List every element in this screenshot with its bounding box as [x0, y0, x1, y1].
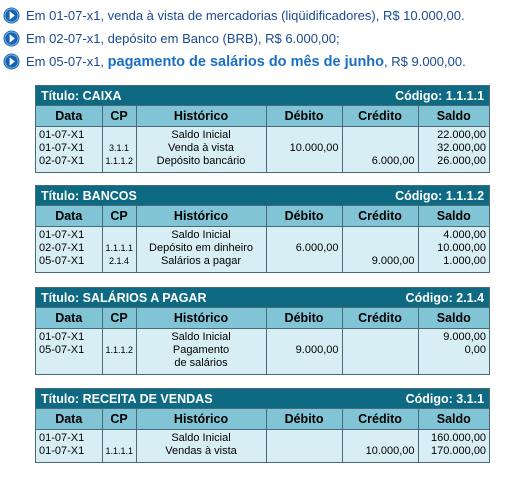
column-data: [36, 329, 102, 375]
column-cp: [102, 227, 136, 273]
column-header-historico: Histórico: [136, 106, 266, 127]
entry-historico: Vendas à vista: [165, 445, 237, 457]
entry-debito: [270, 432, 339, 445]
column-header-historico: Histórico: [136, 308, 266, 329]
entry-historico: Saldo Inicial: [171, 229, 231, 241]
column-data: [36, 127, 102, 173]
column-header-cp: CP: [102, 308, 136, 329]
entry-debito: [270, 155, 339, 168]
entry-saldo: 1.000,00: [443, 255, 487, 267]
entry-cp: 1.1.1.2: [105, 345, 134, 355]
entry-saldo: 10.000,00: [437, 242, 487, 254]
column-credito: [342, 227, 418, 273]
column-header-debito: Débito: [266, 206, 342, 227]
ledger-entries: [36, 227, 489, 273]
entry-credito: [346, 331, 415, 344]
column-header-cp: CP: [102, 409, 136, 430]
ledger-title-bar: [36, 186, 489, 206]
entry-debito: 6.000,00: [295, 242, 339, 254]
ledger-grid: [36, 288, 489, 374]
entry-data: 01-07-X1: [39, 432, 85, 444]
column-debito: [266, 227, 342, 273]
entry-data: 02-07-X1: [39, 242, 85, 254]
entry-cp: [106, 432, 133, 445]
column-saldo: [418, 329, 489, 375]
ledger-grid: [36, 86, 489, 172]
entry-data: 01-07-X1: [39, 129, 85, 141]
transaction-text: Em 05-07-x1, pagamento de salários do mês de junho, R$ 9.000,00.: [26, 53, 466, 70]
entry-cp: [106, 357, 133, 370]
entry-credito: 9.000,00: [371, 255, 415, 267]
ledger-entries: [36, 127, 489, 173]
account-code: Código: 3.1.1: [266, 389, 489, 409]
column-header-credito: Crédito: [342, 206, 418, 227]
column-header-debito: Débito: [266, 106, 342, 127]
transaction-text: Em 02-07-x1, depósito em Banco (BRB), R$ 6.000,00;: [26, 31, 340, 46]
entry-credito: [346, 129, 415, 142]
entry-data: 01-07-X1: [39, 229, 85, 241]
entry-historico: Depósito em dinheiro: [149, 242, 253, 254]
column-saldo: [418, 430, 489, 463]
ledger-table: [35, 388, 490, 463]
entry-cp: 1.1.1.1: [105, 243, 134, 253]
column-saldo: [418, 127, 489, 173]
entry-historico: Pagamento: [172, 344, 230, 356]
account-code: Código: 1.1.1.1: [266, 86, 489, 106]
entry-historico: Salários a pagar: [160, 255, 242, 267]
column-header-data: Data: [36, 106, 102, 127]
entry-cp: 1.1.1.2: [105, 156, 134, 166]
entry-data: [39, 357, 99, 370]
column-header-data: Data: [36, 206, 102, 227]
ledger-grid: [36, 186, 489, 272]
entry-debito: [270, 357, 339, 370]
ledger-title-bar: [36, 86, 489, 106]
column-header-historico: Histórico: [136, 206, 266, 227]
column-credito: [342, 329, 418, 375]
arrow-bullet-icon: [3, 30, 20, 47]
column-header-row: [36, 409, 489, 430]
column-header-debito: Débito: [266, 409, 342, 430]
entry-debito: [270, 445, 339, 458]
entry-saldo: 9.000,00: [443, 331, 487, 343]
account-title: Título: RECEITA DE VENDAS: [36, 389, 266, 409]
transaction-item: [3, 4, 508, 27]
column-header-data: Data: [36, 409, 102, 430]
entry-credito: [346, 432, 415, 445]
entry-cp: [106, 331, 133, 344]
column-debito: [266, 430, 342, 463]
entry-data: 02-07-X1: [39, 155, 85, 167]
column-cp: [102, 329, 136, 375]
column-header-row: [36, 106, 489, 127]
entry-saldo: 0,00: [464, 344, 487, 356]
entry-data: 05-07-X1: [39, 344, 85, 356]
column-credito: [342, 430, 418, 463]
account-code: Código: 2.1.4: [266, 288, 489, 308]
entry-historico: Saldo Inicial: [171, 331, 231, 343]
column-saldo: [418, 227, 489, 273]
arrow-bullet-icon: [3, 7, 20, 24]
entry-data: 01-07-X1: [39, 445, 85, 457]
entry-debito: [270, 129, 339, 142]
column-header-saldo: Saldo: [418, 106, 489, 127]
ledger-title-bar: [36, 288, 489, 308]
account-title: Título: BANCOS: [36, 186, 266, 206]
column-credito: [342, 127, 418, 173]
column-historico: [136, 329, 266, 375]
entry-cp: 2.1.4: [108, 256, 130, 266]
entry-debito: [270, 255, 339, 268]
entry-data: 01-07-X1: [39, 331, 85, 343]
column-header-historico: Histórico: [136, 409, 266, 430]
account-title: Título: CAIXA: [36, 86, 266, 106]
column-header-saldo: Saldo: [418, 409, 489, 430]
column-debito: [266, 329, 342, 375]
ledger-entries: [36, 430, 489, 463]
ledger-grid: [36, 389, 489, 462]
ledger-table: [35, 85, 490, 173]
column-header-credito: Crédito: [342, 409, 418, 430]
column-data: [36, 430, 102, 463]
entry-saldo: [422, 357, 487, 370]
column-header-row: [36, 206, 489, 227]
column-header-saldo: Saldo: [418, 206, 489, 227]
entry-cp: 3.1.1: [108, 143, 130, 153]
entry-historico: Venda à vista: [167, 142, 235, 154]
transaction-list: [3, 4, 508, 73]
entry-credito: [346, 357, 415, 370]
entry-credito: [346, 344, 415, 357]
entry-historico: Saldo Inicial: [171, 432, 231, 444]
entry-historico: Depósito bancário: [156, 155, 246, 167]
entry-cp: [106, 129, 133, 142]
entry-debito: 10.000,00: [289, 142, 339, 154]
entry-credito: [346, 142, 415, 155]
ledger-table: [35, 185, 490, 273]
column-header-row: [36, 308, 489, 329]
entry-cp: [106, 229, 133, 242]
entry-saldo: 26.000,00: [437, 155, 487, 167]
entry-data: 01-07-X1: [39, 142, 85, 154]
ledger-entries: [36, 329, 489, 375]
arrow-bullet-icon: [3, 53, 20, 70]
entry-credito: 6.000,00: [371, 155, 415, 167]
column-debito: [266, 127, 342, 173]
entry-historico: Saldo Inicial: [171, 129, 231, 141]
column-header-credito: Crédito: [342, 106, 418, 127]
column-header-saldo: Saldo: [418, 308, 489, 329]
entry-debito: [270, 331, 339, 344]
column-header-cp: CP: [102, 206, 136, 227]
transaction-item: [3, 27, 508, 50]
transaction-item: [3, 50, 508, 73]
column-header-data: Data: [36, 308, 102, 329]
entry-cp: 1.1.1.1: [105, 446, 134, 456]
entry-credito: [346, 242, 415, 255]
entry-saldo: 4.000,00: [443, 229, 487, 241]
column-cp: [102, 430, 136, 463]
entry-credito: 10.000,00: [365, 445, 415, 457]
column-header-debito: Débito: [266, 308, 342, 329]
entry-debito: 9.000,00: [295, 344, 339, 356]
transaction-highlight: pagamento de salários do mês de junho: [107, 53, 385, 70]
entry-data: 05-07-X1: [39, 255, 85, 267]
transaction-text: Em 01-07-x1, venda à vista de mercadorias (liqüidificadores), R$ 10.000,00.: [26, 8, 465, 23]
entry-debito: [270, 229, 339, 242]
account-title: Título: SALÁRIOS A PAGAR: [36, 288, 266, 308]
entry-saldo: 160.000,00: [431, 432, 487, 444]
column-historico: [136, 227, 266, 273]
column-header-credito: Crédito: [342, 308, 418, 329]
column-header-cp: CP: [102, 106, 136, 127]
entry-saldo: 170.000,00: [431, 445, 487, 457]
entry-credito: [346, 229, 415, 242]
column-historico: [136, 430, 266, 463]
account-code: Código: 1.1.1.2: [266, 186, 489, 206]
column-historico: [136, 127, 266, 173]
entry-saldo: 22.000,00: [437, 129, 487, 141]
entry-saldo: 32.000,00: [437, 142, 487, 154]
ledger-table: [35, 287, 490, 375]
column-data: [36, 227, 102, 273]
ledger-title-bar: [36, 389, 489, 409]
column-cp: [102, 127, 136, 173]
entry-historico: de salários: [174, 357, 228, 369]
